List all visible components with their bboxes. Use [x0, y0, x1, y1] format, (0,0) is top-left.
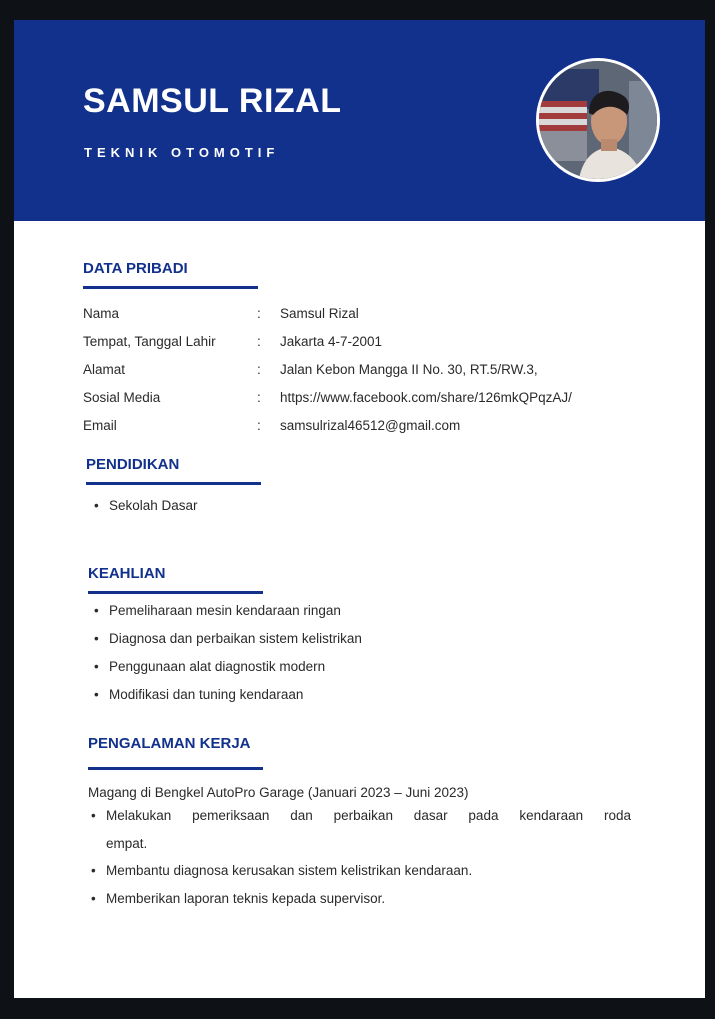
- row-colon: :: [257, 306, 261, 321]
- email-value: samsulrizal46512@gmail.com: [280, 418, 461, 433]
- section-heading-data-pribadi: DATA PRIBADI: [83, 260, 188, 277]
- row-value: Samsul Rizal: [280, 306, 359, 321]
- list-item-continuation: empat.: [106, 836, 148, 851]
- person-photo-icon: [539, 61, 657, 179]
- list-item: • Penggunaan alat diagnostik modern: [109, 659, 325, 674]
- list-item: • Diagnosa dan perbaikan sistem kelistrikan: [109, 631, 362, 646]
- list-item: • Membantu diagnosa kerusakan sistem kelistrikan kendaraan.: [106, 863, 472, 878]
- row-colon: :: [257, 390, 261, 405]
- section-rule: [86, 482, 261, 485]
- section-rule: [88, 591, 263, 594]
- list-item: • Memberikan laporan teknis kepada supervisor.: [106, 891, 385, 906]
- social-media-link: https://www.facebook.com/share/126mkQPqzAJ/: [280, 390, 572, 405]
- row-value: Jalan Kebon Mangga II No. 30, RT.5/RW.3,: [280, 362, 538, 377]
- row-label: Alamat: [83, 362, 126, 377]
- section-rule: [83, 286, 258, 289]
- section-heading-pengalaman: PENGALAMAN KERJA: [88, 735, 251, 752]
- row-label: Nama: [83, 306, 120, 321]
- section-heading-pendidikan: PENDIDIKAN: [86, 456, 180, 473]
- job-position: Magang di Bengkel AutoPro Garage (Januari 2023 – Juni 2023): [88, 785, 469, 800]
- row-label: Tempat, Tanggal Lahir: [83, 334, 216, 349]
- row-colon: :: [257, 334, 261, 349]
- row-label: Sosial Media: [83, 390, 161, 405]
- cv-header: [14, 20, 705, 221]
- full-name: SAMSUL RIZAL: [83, 82, 342, 120]
- cv-page: [14, 20, 705, 998]
- list-item: • Sekolah Dasar: [109, 498, 198, 513]
- job-title: TEKNIK OTOMOTIF: [84, 145, 280, 160]
- row-value: Jakarta 4-7-2001: [280, 334, 383, 349]
- section-rule: [88, 767, 263, 770]
- row-label: Email: [83, 418, 117, 433]
- row-colon: :: [257, 418, 261, 433]
- profile-photo: [536, 58, 660, 182]
- section-heading-keahlian: KEAHLIAN: [88, 565, 166, 582]
- list-item: • Pemeliharaan mesin kendaraan ringan: [109, 603, 341, 618]
- list-item: • Modifikasi dan tuning kendaraan: [109, 687, 303, 702]
- list-item: • Melakukan pemeriksaan dan perbaikan dasar pada kendaraan roda: [106, 808, 631, 823]
- row-colon: :: [257, 362, 261, 377]
